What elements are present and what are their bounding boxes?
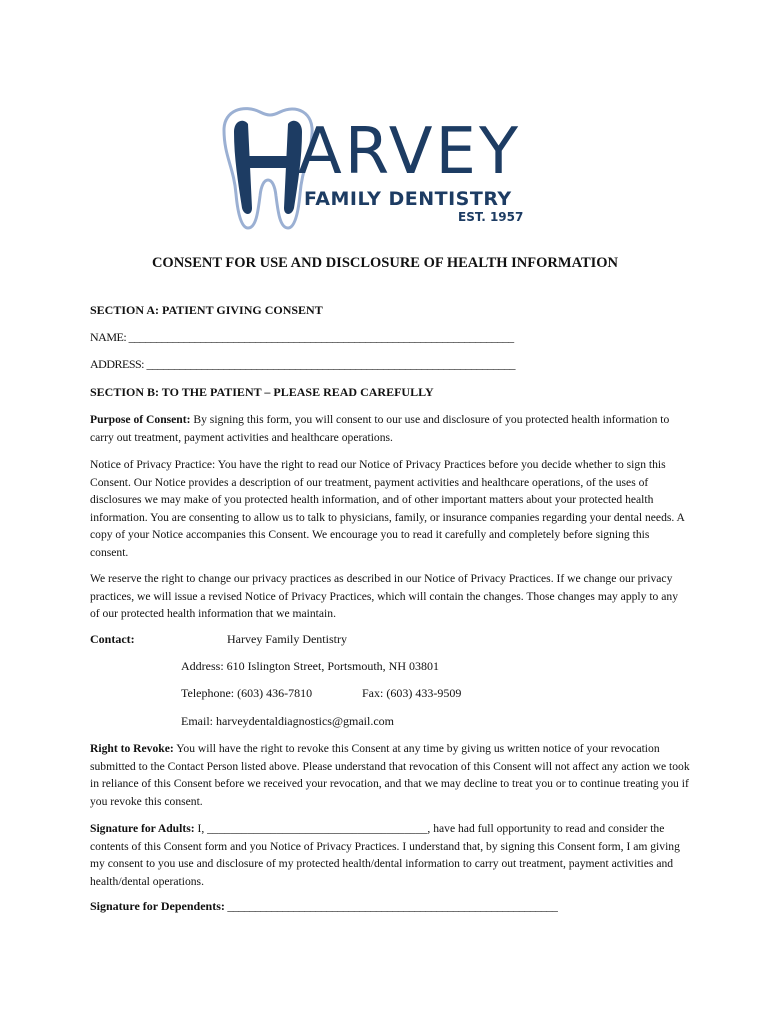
- dependents-signature-label: Signature for Dependents:: [90, 899, 225, 913]
- purpose-text: By signing this form, you will consent to our use and disclosure of you protected health information to carry out treatment, payment activities and healthcare operations.: [90, 413, 670, 444]
- section-b-heading: SECTION B: TO THE PATIENT – PLEASE READ CAREFULLY: [90, 385, 434, 399]
- contact-name: Harvey Family Dentistry: [227, 632, 347, 646]
- revoke-text: You will have the right to revoke this Consent at any time by giving us written notice of your revocation submitted to the Contact Person listed above. Please understand that revocation of this Consent will not affect any action we took in reliance of this Consent before we received your revocation, and that we may decline to treat you or to continue treating you if you revoke this consent.: [90, 742, 690, 808]
- dependents-signature-blank[interactable]: ____________________________________________________________: [224, 899, 558, 913]
- purpose-label: Purpose of Consent:: [90, 413, 191, 426]
- contact-label: Contact:: [90, 632, 135, 646]
- logo-established: EST. 1957: [458, 210, 524, 224]
- logo-subtitle: FAMILY DENTISTRY: [304, 188, 512, 210]
- logo-wordmark: ARVEY: [298, 115, 522, 189]
- revoke-label: Right to Revoke:: [90, 742, 174, 755]
- adult-signature-paragraph: [90, 820, 690, 890]
- revoke-paragraph: [90, 740, 690, 810]
- contact-email: Email: harveydentaldiagnostics@gmail.com: [181, 714, 394, 728]
- adult-signature-label: Signature for Adults:: [90, 822, 195, 835]
- dependents-signature-line[interactable]: [90, 899, 557, 914]
- contact-telephone: Telephone: (603) 436-7810: [181, 686, 313, 700]
- document-title: CONSENT FOR USE AND DISCLOSURE OF HEALTH INFORMATION: [151, 255, 619, 271]
- notice-paragraph: Notice of Privacy Practice: You have the right to read our Notice of Privacy Practices before you decide whether to sign this Consent. Our Notice provides a description of our treatment, payment activities and healthcare operations, of the uses of disclosures we may make of you protected health information, and of other important matters about your protected health information. You are consenting to allow us to talk to physicians, family, or insurance companies regarding your dental needs. A copy of your Notice accompanies this Consent. We encourage you to read it carefully and completely before signing this consent.: [90, 458, 685, 559]
- harvey-logo: [218, 104, 558, 230]
- name-field[interactable]: NAME: ______________________________________________________________________: [90, 330, 514, 344]
- purpose-paragraph: [90, 411, 690, 446]
- adult-signature-text[interactable]: I, ______________________________________, have had full opportunity to read and consider the contents of this Consent form and you Notice of Privacy Practices. I understand that, by signing this Consent form, I am giving my consent to you use and disclosure of my protected health/dental information to carry out treatment, payment activities and health/dental operations.: [90, 822, 680, 888]
- reserve-paragraph: We reserve the right to change our privacy practices as described in our Notice of Privacy Practices. If we change our privacy practices, we will issue a revised Notice of Privacy Practices, which will contain the changes. Those changes may apply to any of our protected health information that we maintain.: [90, 572, 678, 620]
- section-a-heading: SECTION A: PATIENT GIVING CONSENT: [90, 303, 323, 317]
- contact-address: Address: 610 Islington Street, Portsmouth, NH 03801: [181, 659, 439, 673]
- contact-fax: Fax: (603) 433-9509: [362, 686, 462, 700]
- address-field[interactable]: ADDRESS: ___________________________________________________________________: [90, 357, 516, 371]
